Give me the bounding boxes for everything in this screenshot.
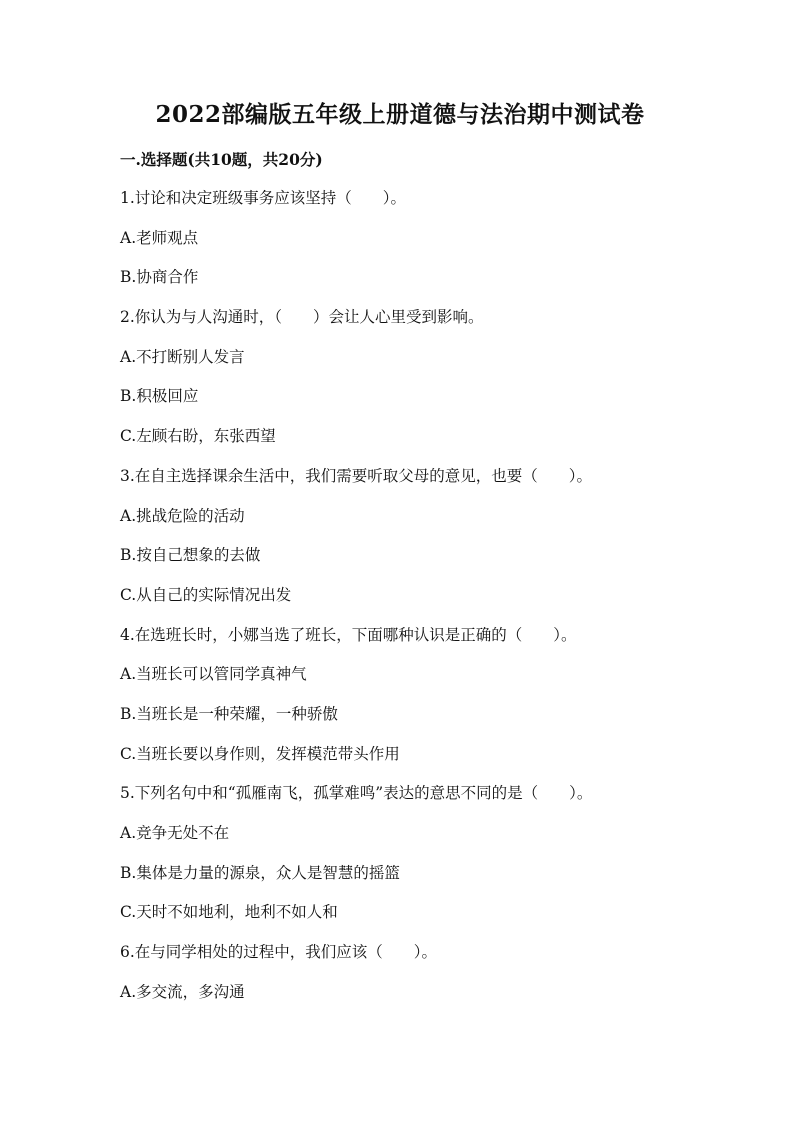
- question-5-stem: 5.下列名句中和“孤雁南飞，孤掌难鸣”表达的意思不同的是（ ）。: [120, 784, 593, 803]
- question-6-stem: 6.在与同学相处的过程中，我们应该（ ）。: [120, 943, 438, 962]
- question-4-option-c: C.当班长要以身作则，发挥模范带头作用: [120, 744, 400, 763]
- question-4-option-b: B.当班长是一种荣耀，一种骄傲: [120, 704, 338, 723]
- page-title: 2022部编版五年级上册道德与法治期中测试卷: [155, 101, 645, 128]
- question-3-stem: 3.在自主选择课余生活中，我们需要听取父母的意见，也要（ ）。: [120, 466, 593, 485]
- question-4-stem: 4.在选班长时，小娜当选了班长，下面哪种认识是正确的（ ）。: [120, 625, 577, 644]
- question-2-option-c: C.左顾右盼，东张西望: [120, 427, 276, 446]
- question-5-option-b: B.集体是力量的源泉，众人是智慧的摇篮: [120, 863, 400, 882]
- question-list: [120, 187, 720, 1020]
- question-1-option-a: A.老师观点: [120, 228, 199, 247]
- question-2-stem: 2.你认为与人沟通时，（ ）会让人心里受到影响。: [120, 308, 484, 327]
- question-4-option-a: A.当班长可以管同学真神气: [120, 665, 307, 684]
- question-1-stem: 1.讨论和决定班级事务应该坚持（ ）。: [120, 189, 407, 207]
- question-1-option-b: B.协商合作: [120, 268, 199, 287]
- question-5-option-a: A.竞争无处不在: [120, 824, 230, 842]
- question-3-option-b: B.按自己想象的去做: [120, 546, 261, 565]
- question-2-option-b: B.积极回应: [120, 387, 199, 406]
- question-6-option-a: A.多交流，多沟通: [120, 982, 245, 1001]
- question-5-option-c: C.天时不如地利，地利不如人和: [120, 903, 338, 922]
- question-2-option-a: A.不打断别人发言: [120, 347, 245, 366]
- question-3-option-c: C.从自己的实际情况出发: [120, 585, 292, 604]
- question-3-option-a: A.挑战危险的活动: [120, 506, 245, 525]
- section-heading: 一.选择题(共10题，共20分): [120, 150, 323, 169]
